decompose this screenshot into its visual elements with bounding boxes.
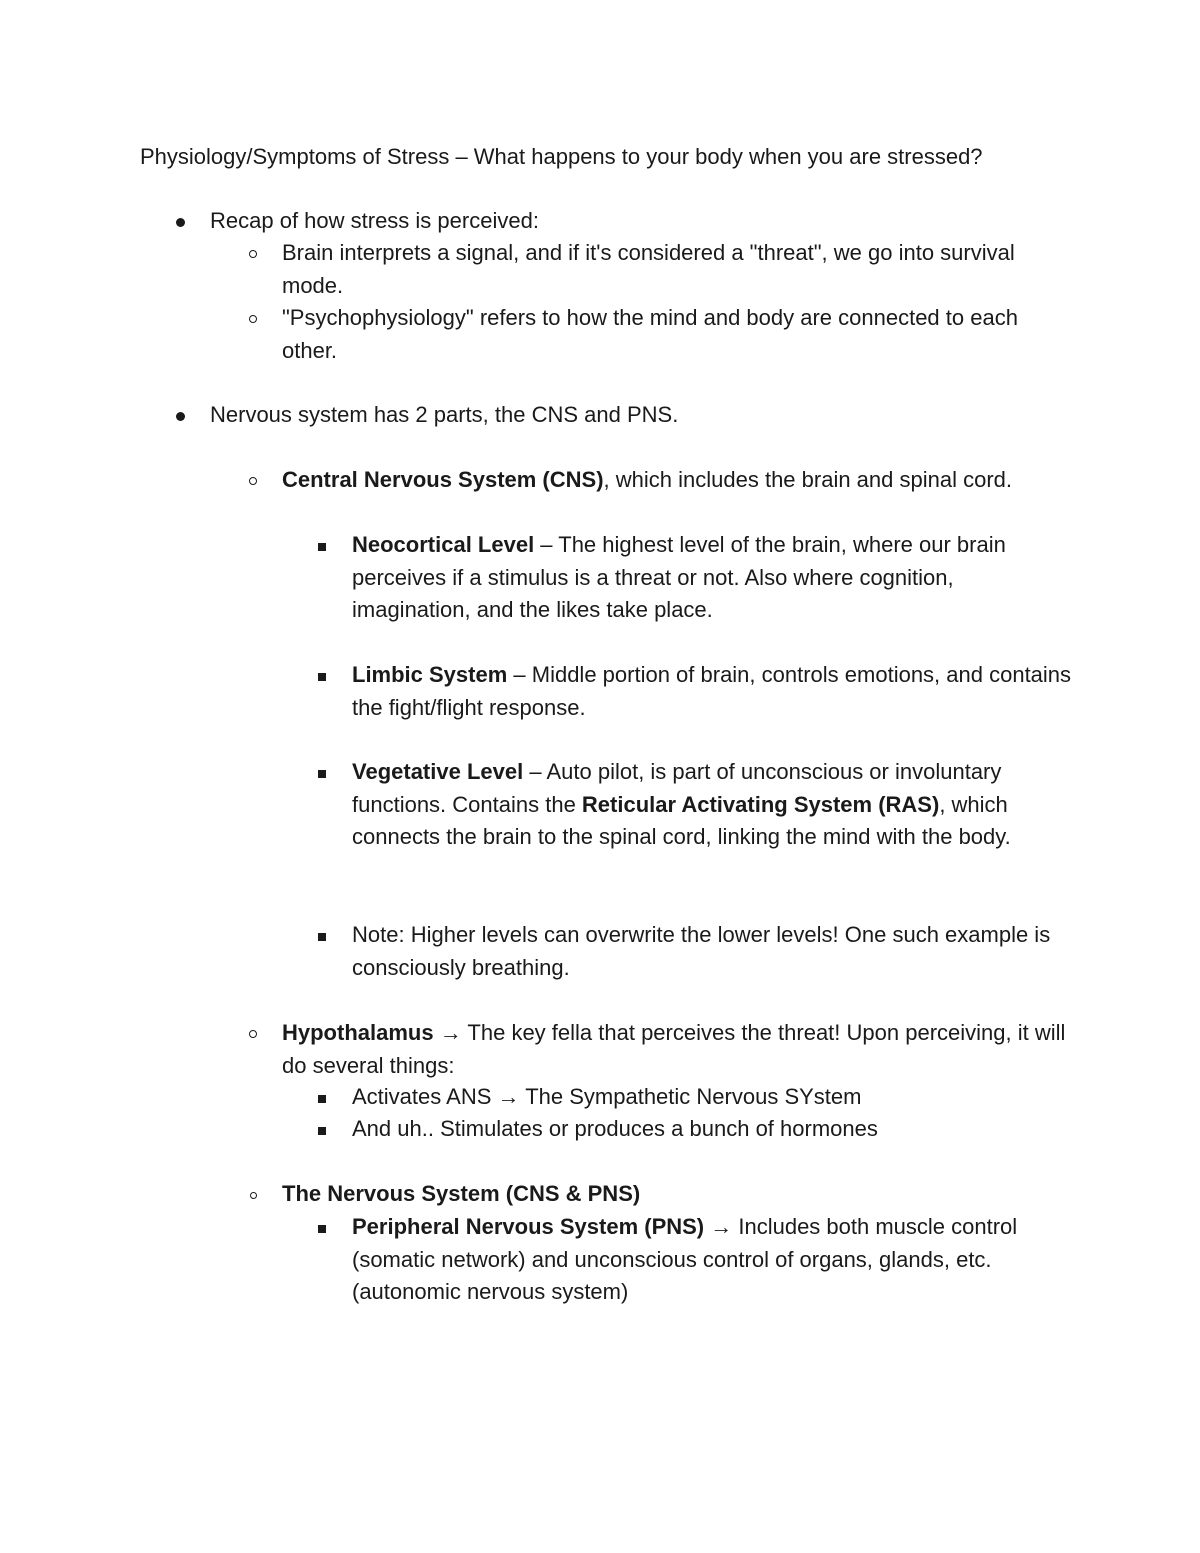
bullet-square-icon [318,1225,326,1233]
limbic-item [352,659,1072,724]
bullet-circle-icon [249,315,257,323]
bullet-disc-icon [176,218,185,227]
bullet-square-icon [318,673,326,681]
recap-point-2: "Psychophysiology" refers to how the mind and body are connected to each other. [282,305,1018,363]
hypothalamus-point-2: And uh.. Stimulates or produces a bunch of hormones [352,1116,878,1141]
pns-description: → Includes both muscle control (somatic network) and unconscious control of organs, glands, etc. (autonomic nervous system) [352,1214,1018,1304]
bullet-square-icon [318,770,326,778]
bullet-square-icon [318,1095,326,1103]
limbic-term: Limbic System [352,662,508,687]
ras-term: Reticular Activating System (RAS) [581,791,940,817]
ras-description: , which connects the brain to the spinal cord, linking the mind with the body. [352,791,1011,849]
cns-description: , which includes the brain and spinal cord. [603,467,1013,492]
hypothalamus-description: → The key fella that perceives the threat! Upon perceiving, it will do several things: [282,1020,1066,1078]
vegetative-item [352,756,1072,854]
bullet-circle-icon [249,477,257,485]
bullet-circle-icon [250,1192,257,1199]
nervous-system-item [282,1178,1072,1211]
neocortical-term: Neocortical Level [352,532,535,557]
bullet-square-icon [318,543,326,551]
cns-term: Central Nervous System (CNS) [282,467,604,492]
hypothalamus-point-1: Activates ANS → The Sympathetic Nervous SYstem [352,1084,862,1109]
note-item: Note: Higher levels can overwrite the lower levels! One such example is consciously breathing. [352,922,1051,980]
page-title: Physiology/Symptoms of Stress – What happens to your body when you are stressed? [140,144,983,169]
vegetative-description: – Auto pilot, is part of unconscious or involuntary functions. Contains the [352,759,1002,817]
neocortical-item [352,529,1072,627]
nervous-system-term: The Nervous System (CNS & PNS) [282,1181,641,1206]
nervous-heading: Nervous system has 2 parts, the CNS and PNS. [210,402,679,427]
recap-point-1: Brain interprets a signal, and if it's considered a "threat", we go into survival mode. [282,240,1015,298]
cns-item [282,464,1072,497]
recap-heading: Recap of how stress is perceived: [210,208,539,233]
pns-item [352,1211,1072,1309]
hypothalamus-item [282,1017,1072,1082]
hypothalamus-term: Hypothalamus [282,1020,434,1045]
vegetative-term: Vegetative Level [352,759,524,784]
limbic-description: – Middle portion of brain, controls emotions, and contains the fight/flight response. [352,662,1072,720]
neocortical-description: – The highest level of the brain, where our brain perceives if a stimulus is a threat or not. Also where cognition, imagination, and the likes take place. [352,532,1006,622]
bullet-circle-icon [249,250,257,258]
bullet-disc-icon [176,412,185,421]
pns-term: Peripheral Nervous System (PNS) [352,1214,705,1239]
bullet-circle-icon [249,1030,257,1038]
bullet-square-icon [318,933,326,941]
bullet-square-icon [318,1127,326,1135]
